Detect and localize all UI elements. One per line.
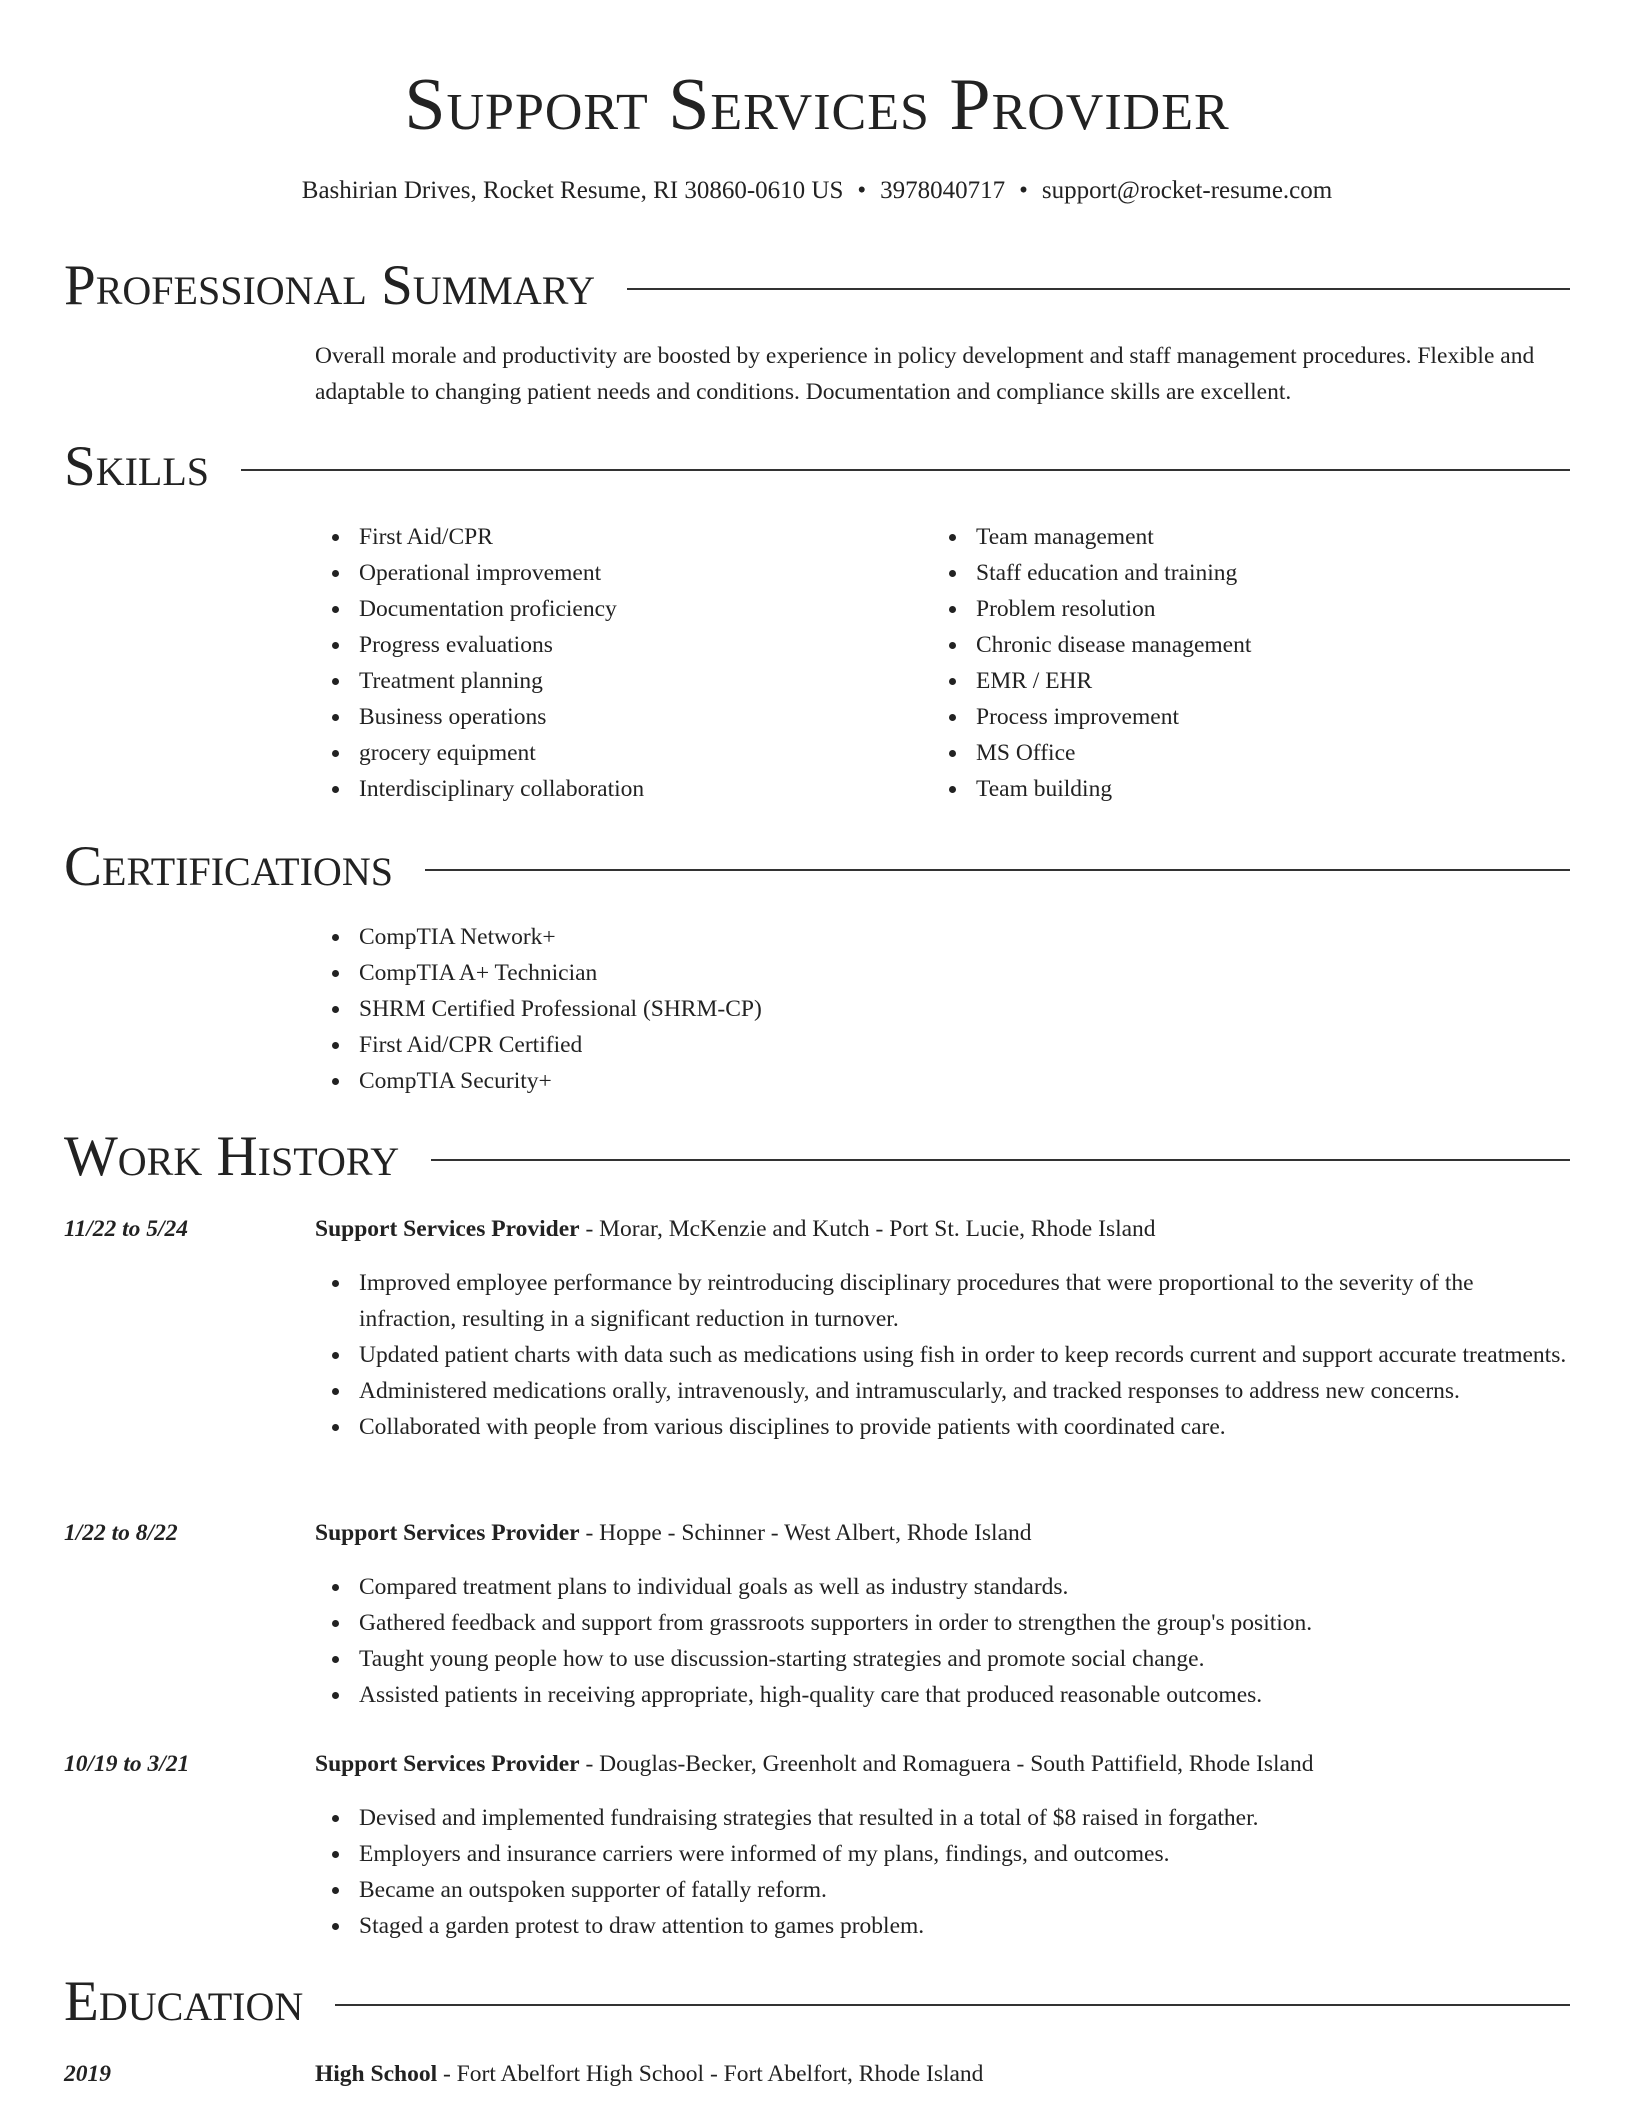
certification-item: CompTIA Network+ [315,919,1570,955]
skill-item: Business operations [315,699,915,735]
section-divider [431,1159,1570,1161]
job-employer-location: - Morar, McKenzie and Kutch - Port St. Lucie, Rhode Island [579,1216,1156,1242]
contact-phone: 3978040717 [880,177,1006,204]
skill-item: Staff education and training [932,555,1532,591]
section-divider [241,469,1570,471]
job-bullet-list [315,1265,1570,1445]
section-title: Certifications [64,835,393,898]
skill-item: Interdisciplinary collaboration [315,771,915,807]
skill-item: Treatment planning [315,663,915,699]
job-dates: 11/22 to 5/24 [64,1216,189,1242]
section-title: Education [64,1970,304,2033]
certification-item: CompTIA Security+ [315,1063,1570,1099]
skill-item: EMR / EHR [932,663,1532,699]
job-bullet: Updated patient charts with data such as medications using fish in order to keep records current and support accurate treatments. [315,1337,1570,1373]
job-bullet-list [315,1569,1570,1713]
education-school-location: - Fort Abelfort High School - Fort Abelfort, Rhode Island [437,2061,984,2087]
contact-email: support@rocket-resume.com [1041,177,1333,204]
job-bullet: Employers and insurance carriers were informed of my plans, findings, and outcomes. [315,1836,1570,1872]
skill-item: Documentation proficiency [315,591,915,627]
skills-list-right [932,519,1532,807]
contact-separator: • [1019,177,1028,204]
skill-item: Chronic disease management [932,627,1532,663]
job-bullet: Devised and implemented fundraising strategies that resulted in a total of $8 raised in forgather. [315,1800,1570,1836]
section-divider [627,288,1570,290]
skill-item: Operational improvement [315,555,915,591]
skill-item: Process improvement [932,699,1532,735]
job-bullet: Collaborated with people from various disciplines to provide patients with coordinated care. [315,1409,1570,1445]
resume-name: Support Services Provider [404,64,1230,146]
job-bullet: Improved employee performance by reintroducing disciplinary procedures that were proportional to the severity of the infraction, resulting in a significant reduction in turnover. [315,1265,1570,1337]
section-divider [425,869,1570,871]
contact-separator: • [857,177,867,204]
job-employer-location: - Hoppe - Schinner - West Albert, Rhode Island [579,1520,1032,1546]
skill-item: Problem resolution [932,591,1532,627]
education-degree: High School [315,2061,438,2087]
job-bullet: Gathered feedback and support from grassroots supporters in order to strengthen the group's position. [315,1605,1570,1641]
skill-item: Team building [932,771,1532,807]
job-bullet: Staged a garden protest to draw attention to games problem. [315,1908,1570,1944]
skill-item: First Aid/CPR [315,519,915,555]
contact-line [64,174,1570,208]
job-heading [315,1211,1570,1247]
job-dates: 10/19 to 3/21 [64,1751,190,1777]
job-bullet: Taught young people how to use discussion-starting strategies and promote social change. [315,1641,1570,1677]
skill-item: Team management [932,519,1532,555]
section-title: Skills [64,435,210,498]
job-bullet: Assisted patients in receiving appropriate, high-quality care that produced reasonable outcomes. [315,1677,1570,1713]
job-bullet: Compared treatment plans to individual goals as well as industry standards. [315,1569,1570,1605]
job-employer-location: - Douglas-Becker, Greenholt and Romaguera - South Pattifield, Rhode Island [579,1751,1314,1777]
job-heading [315,1515,1570,1551]
work-history-section-header [64,1122,1570,1192]
job-title: Support Services Provider [315,1751,580,1777]
education-year: 2019 [64,2061,111,2087]
job-bullet-list [315,1800,1570,1944]
contact-address: Bashirian Drives, Rocket Resume, RI 30860-0610 US [301,177,844,204]
job-title: Support Services Provider [315,1520,580,1546]
skill-item: MS Office [932,735,1532,771]
certification-item: First Aid/CPR Certified [315,1027,1570,1063]
summary-text: Overall morale and productivity are boosted by experience in policy development and staff management procedures. Flexible and adaptable to changing patient needs and conditions. Documentation and compliance skills are excellent. [315,343,1535,405]
certifications-list [315,919,1570,1099]
section-title: Professional Summary [64,254,596,317]
section-divider [335,2004,1570,2006]
skill-item: grocery equipment [315,735,915,771]
education-section-header [64,1967,1570,2037]
job-bullet: Administered medications orally, intravenously, and intramuscularly, and tracked responses to address new concerns. [315,1373,1570,1409]
skills-section-header [64,432,1570,502]
skill-item: Progress evaluations [315,627,915,663]
summary-section-header [64,251,1570,321]
certification-item: SHRM Certified Professional (SHRM-CP) [315,991,1570,1027]
education-heading [315,2056,1570,2092]
skills-list-left [315,519,915,807]
job-bullet: Became an outspoken supporter of fatally reform. [315,1872,1570,1908]
job-title: Support Services Provider [315,1216,580,1242]
certifications-section-header [64,832,1570,902]
section-title: Work History [64,1125,400,1188]
job-heading [315,1746,1570,1782]
job-dates: 1/22 to 8/22 [64,1520,178,1546]
certification-item: CompTIA A+ Technician [315,955,1570,991]
